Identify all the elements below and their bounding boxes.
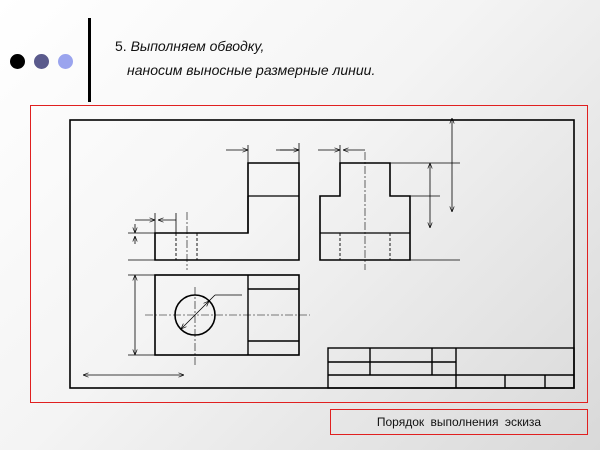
step-number: 5. [115,38,127,54]
caption-text: Порядок выполнения эскиза [376,415,542,429]
front-view [155,163,299,270]
title-line-2: наносим выносные размерные линии. [127,62,376,78]
top-view [145,275,310,365]
dimension-lines [83,118,460,375]
side-view [320,152,410,270]
title-line-1: Выполняем обводку, [130,38,265,54]
title-block [328,348,574,388]
caption-box [330,409,588,435]
